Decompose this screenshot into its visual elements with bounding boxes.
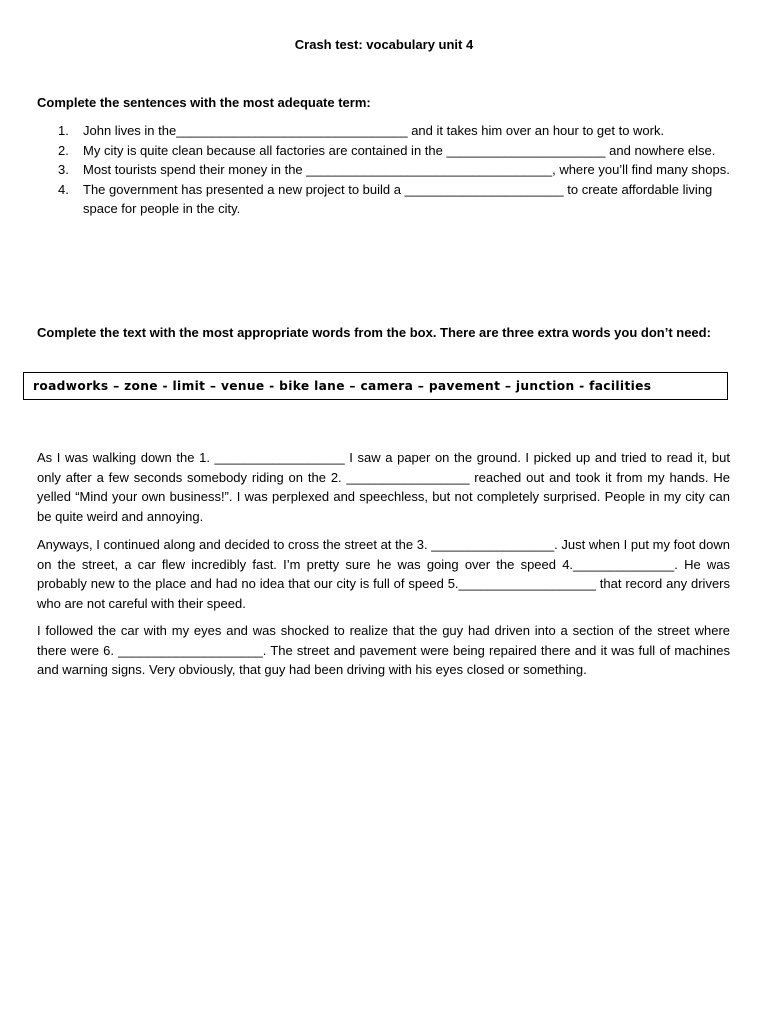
list-item — [37, 141, 730, 161]
sentence-list — [37, 121, 730, 219]
item-number: 3. — [58, 162, 69, 177]
list-item — [37, 180, 730, 219]
list-item — [37, 121, 730, 141]
story-paragraph-3: I followed the car with my eyes and was shocked to realize that the guy had driven into a section of the street where there were 6. ____________________. The street and pavement were being repaired there and it was full of machines and warning signs. Very obviously, that guy had been driving with his eyes closed or something. — [37, 623, 730, 677]
word-box: roadworks – zone - limit – venue - bike lane – camera – pavement – junction - facilities — [23, 372, 728, 400]
page-title: Crash test: vocabulary unit 4 — [294, 37, 474, 52]
item-text: Most tourists spend their money in the __________________________________, where you’ll find many shops. — [83, 162, 730, 177]
item-text: The government has presented a new project to build a ______________________ to create affordable living space for people in the city. — [83, 181, 713, 216]
item-text: John lives in the________________________________ and it takes him over an hour to get to work. — [83, 123, 665, 138]
section1-instruction: Complete the sentences with the most adequate term: — [37, 95, 371, 110]
item-text: My city is quite clean because all factories are contained in the ______________________ and nowhere else. — [83, 142, 716, 158]
item-number: 2. — [58, 142, 69, 158]
item-number: 1. — [58, 123, 69, 138]
item-number: 4. — [58, 181, 69, 197]
list-item — [37, 160, 730, 180]
story-paragraph-1: As I was walking down the 1. __________________ I saw a paper on the ground. I picked up and tried to read it, but only after a few seconds somebody riding on the 2. _________________ reached out and took it from my hands. He yelled “Mind your own business!”. I was perplexed and speechless, but not completely surprised. People in my city can be quite weird and annoying. — [37, 450, 730, 524]
story-paragraph-2: Anyways, I continued along and decided to cross the street at the 3. _________________. Just when I put my foot down on the street, a car flew incredibly fast. I’m pretty sure he was going over the speed 4.______________. He was probably new to the place and had no idea that our city is full of speed 5.___________________ that record any drivers who are not careful with their speed. — [37, 537, 730, 611]
section2-instruction: Complete the text with the most appropriate words from the box. There are three extra words you don’t need: — [37, 325, 711, 340]
